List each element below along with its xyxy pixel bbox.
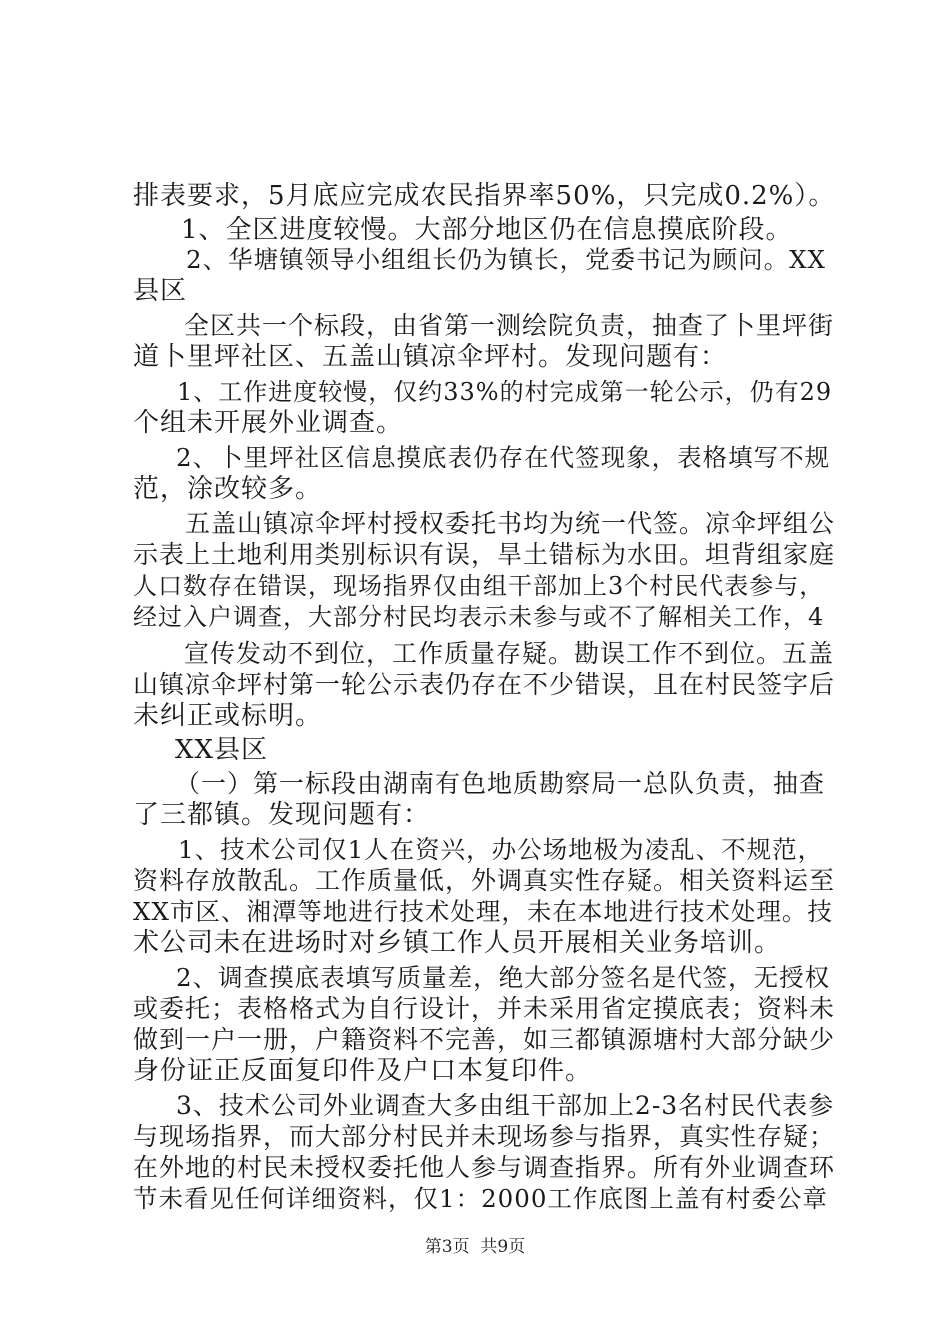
body-line: 术公司未在进场时对乡镇工作人员开展相关业务培训。 bbox=[133, 928, 782, 958]
body-line: 2、调查摸底表填写质量差，绝大部分签名是代签，无授权 bbox=[176, 963, 831, 992]
body-line: 3、技术公司外业调查大多由组干部加上2-3名村民代表参 bbox=[176, 1091, 835, 1120]
body-line: 范，涂改较多。 bbox=[133, 474, 323, 504]
body-line: XX县区 bbox=[175, 735, 269, 765]
body-line: 县区 bbox=[133, 276, 188, 306]
body-line: 或委托；表格格式为自行设计，并未采用省定摸底表；资料未 bbox=[133, 994, 836, 1023]
body-line: 做到一户一册，户籍资料不完善，如三都镇源塘村大部分缺少 bbox=[133, 1025, 836, 1054]
body-line: （一）第一标段由湖南有色地质勘察局一总队负责，抽查 bbox=[175, 769, 826, 798]
body-line: 未纠正或标明。 bbox=[133, 701, 323, 731]
body-line: 2、卜里坪社区信息摸底表仍存在代签现象，表格填写不规 bbox=[176, 443, 831, 472]
body-line: 示表上土地利用类别标识有误，旱土错标为水田。坦背组家庭 bbox=[133, 540, 836, 569]
page-number-footer: 第3页 共9页 bbox=[424, 1237, 526, 1257]
body-line: 与现场指界，而大部分村民并未现场参与指界，真实性存疑； bbox=[133, 1122, 836, 1151]
body-line: 山镇凉伞坪村第一轮公示表仍存在不少错误，且在村民签字后 bbox=[133, 670, 836, 699]
body-line: 五盖山镇凉伞坪村授权委托书均为统一代签。凉伞坪组公 bbox=[185, 509, 836, 538]
body-line: 在外地的村民未授权委托他人参与调查指界。所有外业调查环 bbox=[133, 1153, 836, 1182]
body-line: 个组未开展外业调查。 bbox=[133, 408, 404, 438]
body-line: 排表要求，5月底应完成农民指界率50%，只完成0.2%）。 bbox=[133, 181, 836, 211]
body-line: 节未看见任何详细资料，仅1：2000工作底图上盖有村委公章 bbox=[133, 1184, 828, 1213]
body-line: 1、工作进度较慢，仅约33%的村完成第一轮公示，仍有29 bbox=[177, 378, 833, 406]
body-line: XX市区、湘潭等地进行技术处理，未在本地进行技术处理。技 bbox=[133, 897, 833, 926]
body-line: 人口数存在错误，现场指界仅由组干部加上3个村民代表参与， bbox=[133, 572, 825, 600]
body-line: 1、全区进度较慢。大部分地区仍在信息摸底阶段。 bbox=[181, 215, 793, 245]
body-line: 宣传发动不到位，工作质量存疑。勘误工作不到位。五盖 bbox=[184, 639, 835, 668]
body-line: 了三都镇。发现问题有： bbox=[133, 800, 431, 830]
body-line: 资料存放散乱。工作质量低，外调真实性存疑。相关资料运至 bbox=[133, 866, 836, 895]
body-line: 2、华塘镇领导小组组长仍为镇长，党委书记为顾问。XX bbox=[186, 245, 826, 274]
body-line: 经过入户调查，大部分村民均表示未参与或不了解相关工作，4 bbox=[133, 603, 825, 631]
body-line: 全区共一个标段，由省第一测绘院负责，抽查了卜里坪街 bbox=[184, 311, 835, 340]
body-line: 1、技术公司仅1人在资兴，办公场地极为凌乱、不规范， bbox=[178, 835, 824, 864]
body-line: 道卜里坪社区、五盖山镇凉伞坪村。发现问题有： bbox=[133, 342, 728, 372]
body-line: 身份证正反面复印件及户口本复印件。 bbox=[133, 1056, 593, 1086]
